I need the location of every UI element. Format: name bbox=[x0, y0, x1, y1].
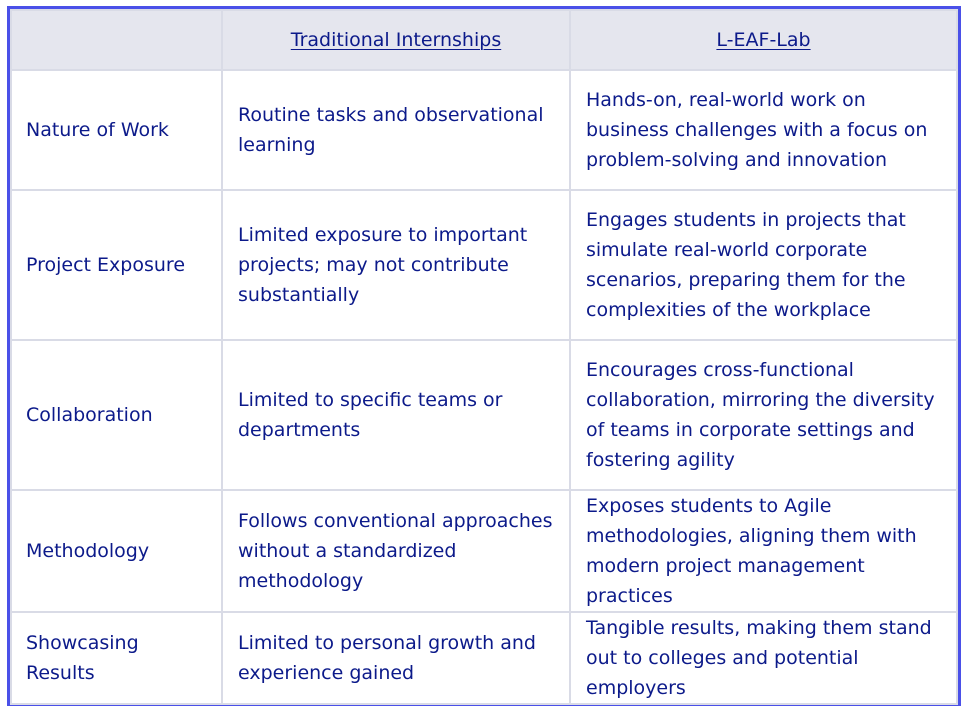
row-label-cell: Methodology bbox=[11, 490, 222, 612]
row-label-cell: Collaboration bbox=[11, 340, 222, 490]
traditional-cell: Limited to specific teams or departments bbox=[222, 340, 570, 490]
traditional-cell: Limited exposure to important projects; may not contribute substantially bbox=[222, 190, 570, 340]
row-label-cell: Showcasing Results bbox=[11, 612, 222, 704]
table-body bbox=[11, 70, 957, 704]
table-row bbox=[11, 190, 957, 340]
leaf-cell: Exposes students to Agile methodologies, aligning them with modern project management practices bbox=[570, 490, 957, 612]
table-header bbox=[11, 10, 957, 70]
header-leaf-lab[interactable] bbox=[570, 10, 957, 70]
table-row bbox=[11, 70, 957, 190]
traditional-cell: Follows conventional approaches without a standardized methodology bbox=[222, 490, 570, 612]
row-label-cell: Project Exposure bbox=[11, 190, 222, 340]
header-traditional-internships[interactable] bbox=[222, 10, 570, 70]
table-row bbox=[11, 612, 957, 704]
traditional-cell: Routine tasks and observational learning bbox=[222, 70, 570, 190]
header-leaf-label[interactable]: L-EAF-Lab bbox=[716, 29, 811, 51]
leaf-cell: Tangible results, making them stand out to colleges and potential employers bbox=[570, 612, 957, 704]
comparison-table-frame bbox=[7, 6, 961, 706]
header-traditional-label[interactable]: Traditional Internships bbox=[290, 29, 502, 51]
row-label-cell: Nature of Work bbox=[11, 70, 222, 190]
table-row bbox=[11, 340, 957, 490]
header-corner-cell bbox=[11, 10, 222, 70]
table-row bbox=[11, 490, 957, 612]
traditional-cell: Limited to personal growth and experience gained bbox=[222, 612, 570, 704]
header-row bbox=[11, 10, 957, 70]
leaf-cell: Hands-on, real-world work on business challenges with a focus on problem-solving and innovation bbox=[570, 70, 957, 190]
leaf-cell: Encourages cross-functional collaboration, mirroring the diversity of teams in corporate settings and fostering agility bbox=[570, 340, 957, 490]
leaf-cell: Engages students in projects that simulate real-world corporate scenarios, preparing them for the complexities of the workplace bbox=[570, 190, 957, 340]
comparison-table bbox=[10, 9, 958, 705]
